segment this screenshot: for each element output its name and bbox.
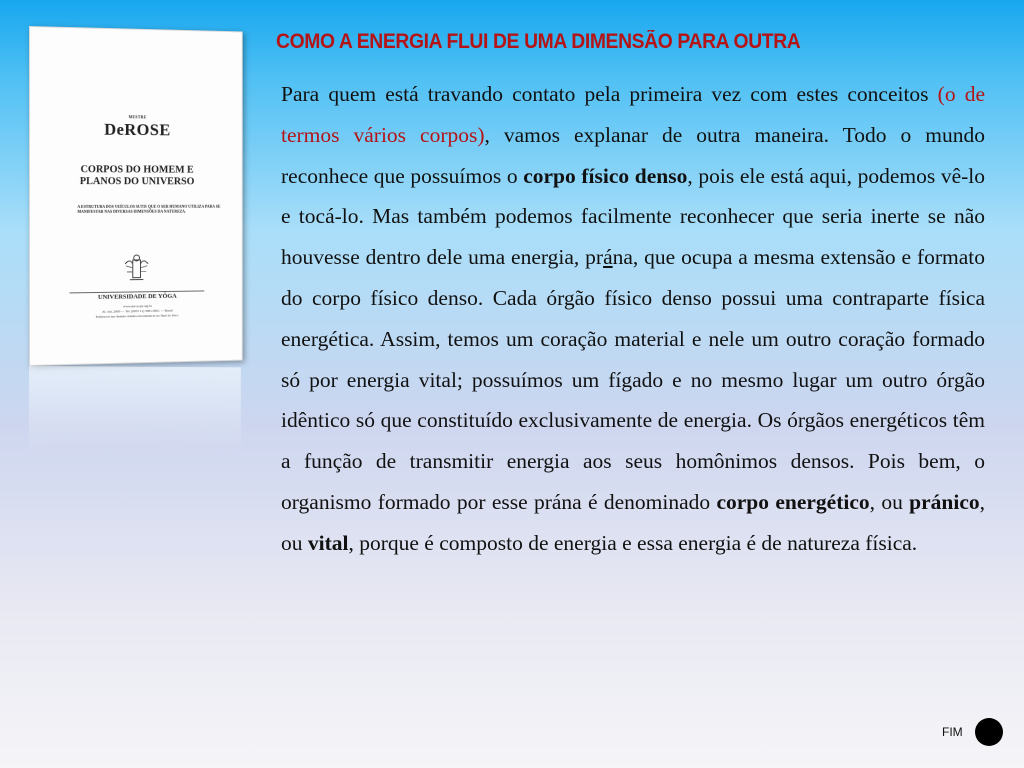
- book-mestre-label: MESTRE: [128, 114, 147, 120]
- text-segment: , ou: [869, 489, 910, 514]
- underlined-letter: á: [603, 245, 613, 270]
- text-segment: Para quem está travando contato pela primeira vez com estes conceitos: [281, 82, 938, 106]
- book-reflection: [29, 366, 241, 456]
- book-website: www.uni-yoga.org.br: [123, 303, 152, 309]
- bold-term: corpo físico denso: [523, 163, 688, 188]
- end-link[interactable]: FIM: [942, 725, 963, 739]
- university-emblem-icon: [122, 252, 151, 284]
- text-segment: , vamos explanar de outra maneira. Todo o mundo reconhece que possuímos o: [281, 122, 985, 188]
- highlighted-phrase: (o de termos vários corpos): [281, 82, 985, 147]
- text-segment: , porque é composto de energia e essa energia é de natureza física.: [348, 530, 918, 555]
- book-title-line2: PLANOS DO UNIVERSO: [79, 176, 195, 188]
- slide-body-text: [281, 74, 985, 564]
- book-cover-image: [29, 26, 243, 366]
- book-title: [40, 164, 233, 188]
- book-address: Al. Jaú, 2000 — Tel. (0055 11) 3081-9821 — Brasil: [102, 308, 173, 314]
- bold-term: pránico: [909, 489, 980, 514]
- book-note: Endereços nas demais cidades encontram-se no final do livro.: [95, 313, 179, 319]
- slide-title: COMO A ENERGIA FLUI DE UMA DIMENSÃO PARA OUTRA: [276, 30, 801, 53]
- bold-term: corpo energético: [716, 489, 870, 514]
- bold-term: vital: [307, 530, 349, 555]
- book-title-line1: CORPOS DO HOMEM E: [80, 164, 194, 176]
- text-segment: , ou: [281, 489, 986, 555]
- book-publisher: UNIVERSIDADE DE YÔGA: [70, 290, 205, 301]
- end-action-button[interactable]: [975, 718, 1003, 746]
- text-segment: na, que ocupa a mesma extensão e formato do corpo físico denso. Cada órgão físico denso possui uma contraparte física energética. Assim, temos um coração material e nele um outro coração formado só por energia vital; possuímos um fígado e no mesmo lugar um outro órgão idêntico só que constituído exclusivamente de energia. Os órgãos energéticos têm a função de transmitir energia aos seus homônimos densos. Pois bem, o organismo formado por esse prána é denominado: [281, 245, 986, 514]
- text-segment: , pois ele está aqui, podemos vê-lo e tocá-lo. Mas também podemos facilmente reconhecer que seria inerte se não houvesse dentro dele uma energia, pr: [281, 163, 986, 270]
- book-blurb: A ESTRUTURA DOS VEÍCULOS SUTIS QUE O SER HUMANO UTILIZA PARA SE MANIFESTAR NAS DIVERSAS DIMENSÕES DA NATUREZA.: [77, 203, 221, 214]
- book-author: DeROSE: [104, 119, 171, 140]
